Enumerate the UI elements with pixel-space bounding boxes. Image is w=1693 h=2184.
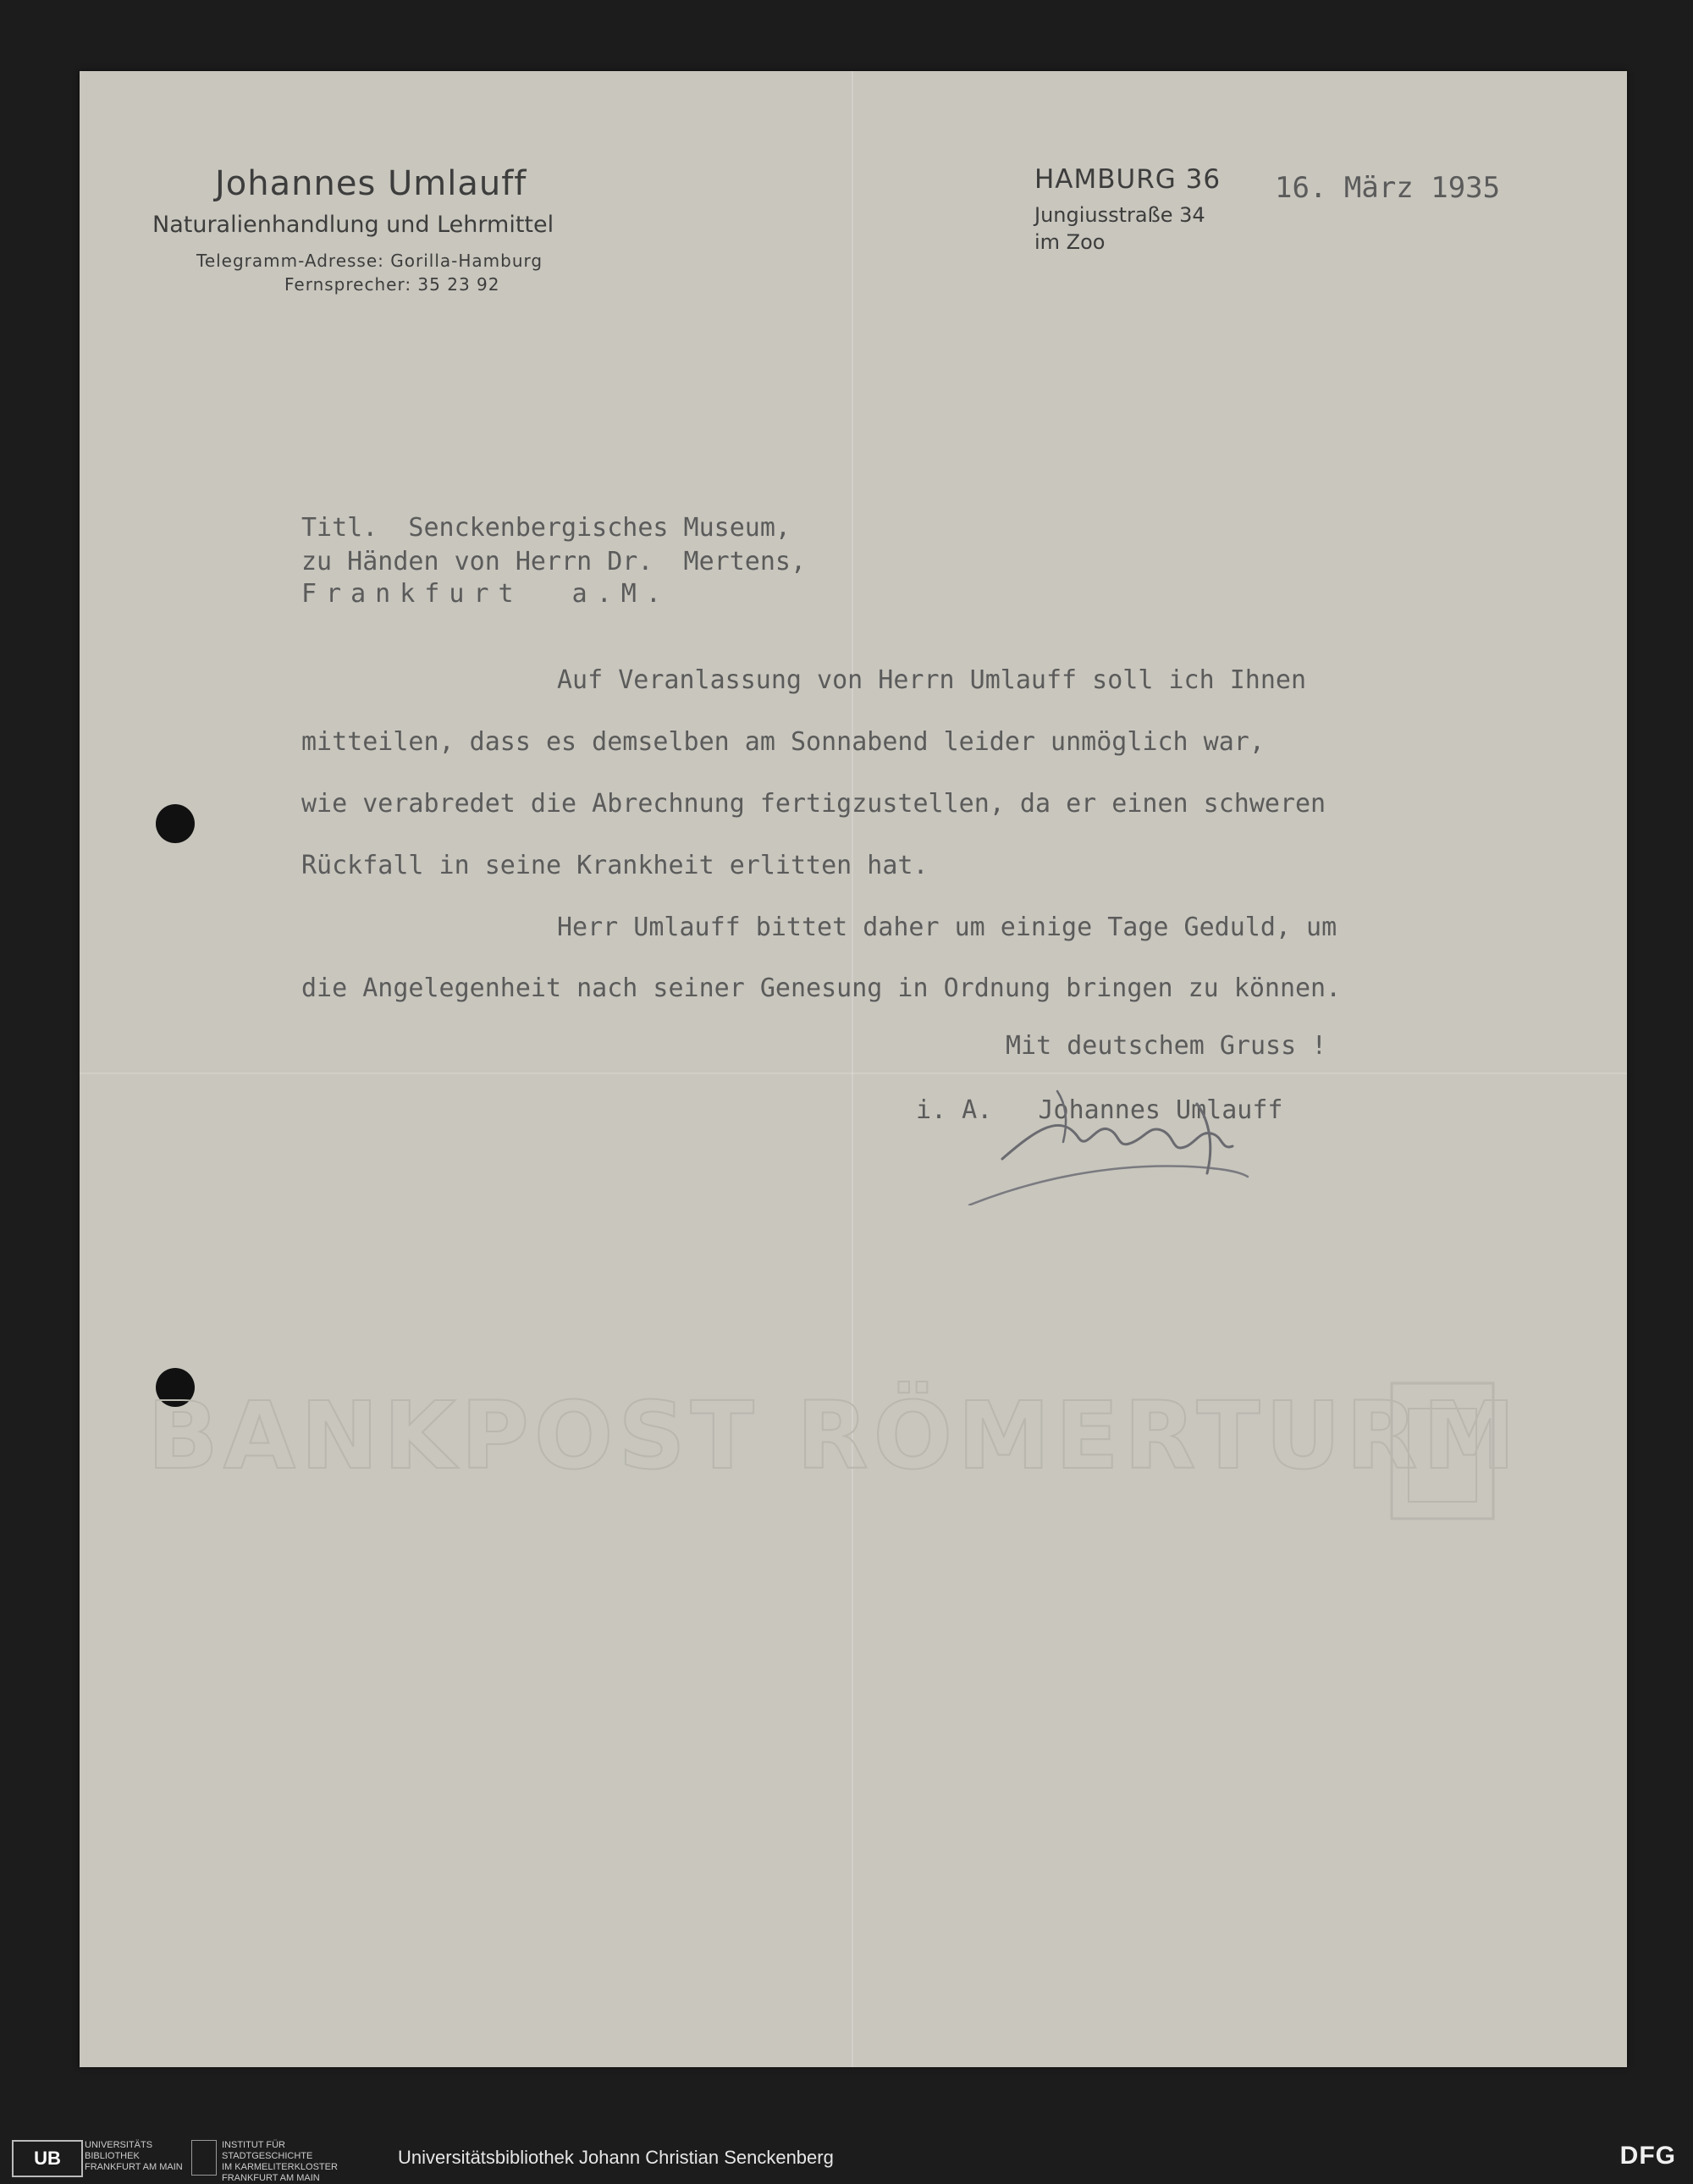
letterhead-name: Johannes Umlauff	[215, 164, 527, 203]
unibib-line-3: FRANKFURT AM MAIN	[85, 2162, 183, 2172]
letterhead-street: Jungiusstraße 34	[1034, 203, 1205, 227]
letter-page	[80, 71, 1627, 2067]
letterhead-city: HAMBURG 36	[1034, 164, 1221, 195]
footer-library-name: Universitätsbibliothek Johann Christian Senckenberg	[398, 2147, 834, 2168]
unibib-line-2: BIBLIOTHEK	[85, 2151, 140, 2161]
punch-hole-top	[156, 804, 195, 843]
handwritten-signature	[968, 1078, 1341, 1205]
letterhead-zoo: im Zoo	[1034, 230, 1106, 254]
horizontal-fold	[80, 1073, 1627, 1074]
bankpost-watermark	[139, 1358, 1627, 1544]
institute-label	[222, 2140, 338, 2184]
watermark-text: BANKPOST RÖMERTURM	[147, 1382, 1521, 1490]
letterhead-subtitle: Naturalienhandlung und Lehrmittel	[152, 212, 554, 238]
institute-line-1: INSTITUT FÜR	[222, 2140, 285, 2150]
institute-icon	[191, 2140, 217, 2176]
recipient-line-1: Titl. Senckenbergisches Museum,	[301, 513, 791, 543]
signature-line: i. A. Johannes Umlauff	[916, 1095, 1283, 1125]
recipient-line-3: Frankfurt a.M.	[301, 579, 670, 609]
recipient-line-2: zu Händen von Herrn Dr. Mertens,	[301, 547, 807, 576]
institute-line-3: IM KARMELITERKLOSTER	[222, 2162, 338, 2172]
ub-logo: UB	[12, 2140, 83, 2177]
body-line-6: die Angelegenheit nach seiner Genesung in Ordnung bringen zu können.	[301, 973, 1342, 1003]
body-line-2: mitteilen, dass es demselben am Sonnabend leider unmöglich war,	[301, 727, 1265, 757]
institute-line-4: FRANKFURT AM MAIN	[222, 2173, 320, 2183]
unibib-line-1: UNIVERSITÄTS	[85, 2140, 153, 2150]
footer-bar	[0, 2133, 1693, 2182]
letterhead-phone: Fernsprecher: 35 23 92	[284, 274, 500, 295]
body-line-5: Herr Umlauff bittet daher um einige Tage Geduld, um	[557, 913, 1337, 942]
letterhead-telegram: Telegramm-Adresse: Gorilla-Hamburg	[196, 251, 543, 271]
dfg-logo: DFG	[1619, 2142, 1676, 2170]
closing-greeting: Mit deutschem Gruss !	[1006, 1031, 1327, 1061]
body-line-4: Rückfall in seine Krankheit erlitten hat.	[301, 851, 929, 880]
body-line-3: wie verabredet die Abrechnung fertigzustellen, da er einen schweren	[301, 789, 1326, 819]
body-line-1: Auf Veranlassung von Herrn Umlauff soll ich Ihnen	[557, 665, 1307, 695]
unibib-label	[85, 2140, 183, 2173]
institute-line-2: STADTGESCHICHTE	[222, 2151, 313, 2161]
vertical-fold	[852, 71, 853, 2067]
letter-date: 16. März 1935	[1275, 171, 1501, 205]
